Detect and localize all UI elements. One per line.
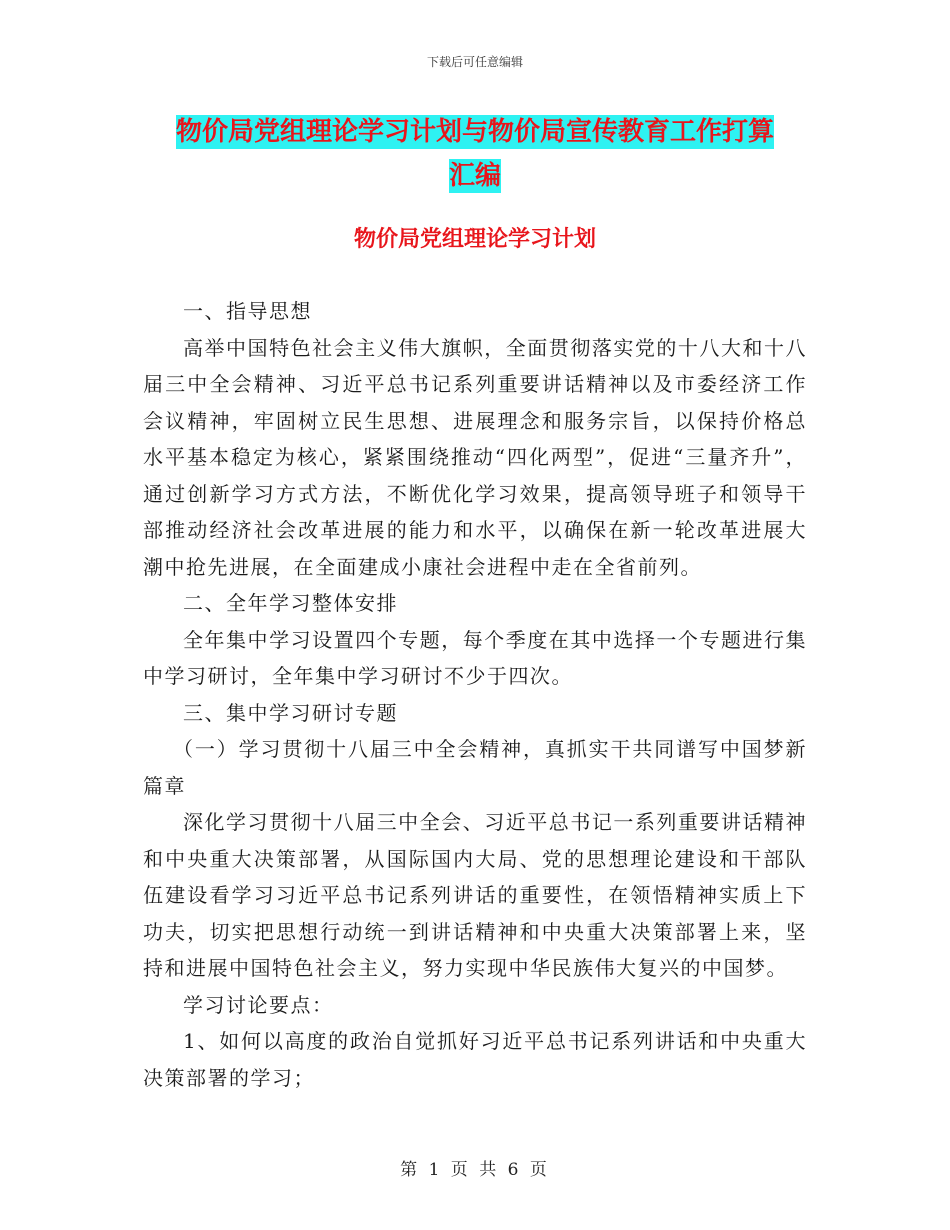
heading-study-topics: 三、集中学习研讨专题	[183, 700, 398, 725]
paragraph-guiding-ideology: 高举中国特色社会主义伟大旗帜，全面贯彻落实党的十八大和十八届三中全会精神、习近平总书记系列重要讲话精神以及市委经济工作会议精神，牢固树立民生思想、进展理念和服务宗旨，以保持价格总水平基本稳定为核心，紧紧围绕推动“四化两型”，促进“三量齐升”，通过创新学习方式方法，不断优化学习效果，提高领导班子和领导干部推动经济社会改革进展的能力和水平，以确保在新一轮改革进展大潮中抢先进展，在全面建成小康社会进程中走在全省前列。	[143, 335, 807, 579]
heading-annual-arrangement: 二、全年学习整体安排	[183, 591, 398, 615]
paragraph-annual-arrangement: 全年集中学习设置四个专题，每个季度在其中选择一个专题进行集中学习研讨，全年集中学习研讨不少于四次。	[143, 627, 807, 688]
page-footer: 第 1 页 共 6 页	[400, 1160, 550, 1180]
section-title: 物价局党组理论学习计划	[353, 226, 596, 252]
document-title	[150, 110, 800, 198]
paragraph-topic-1: 深化学习贯彻十八届三中全会、习近平总书记一系列重要讲话精神和中央重大决策部署，从国际国内大局、党的思想理论建设和干部队伍建设看学习习近平总书记系列讲话的重要性，在领悟精神实质上下功夫，切实把思想行动统一到讲话精神和中央重大决策部署上来，坚持和进展中国特色社会主义，努力实现中华民族伟大复兴的中国梦。	[143, 810, 807, 980]
list-item-discussion-1: 1、如何以高度的政治自觉抓好习近平总书记系列讲话和中央重大决策部署的学习；	[143, 1029, 807, 1090]
heading-discussion-points: 学习讨论要点：	[183, 992, 334, 1017]
header-note: 下载后可任意编辑	[426, 55, 523, 69]
document-body	[143, 293, 807, 1096]
subheading-topic-1: （一）学习贯彻十八届三中全会精神，真抓实干共同谱写中国梦新篇章	[143, 737, 807, 798]
title-line-2: 汇编	[448, 161, 501, 191]
heading-guiding-ideology: 一、指导思想	[183, 299, 312, 323]
title-line-1: 物价局党组理论学习计划与物价局宣传教育工作打算	[175, 117, 774, 147]
